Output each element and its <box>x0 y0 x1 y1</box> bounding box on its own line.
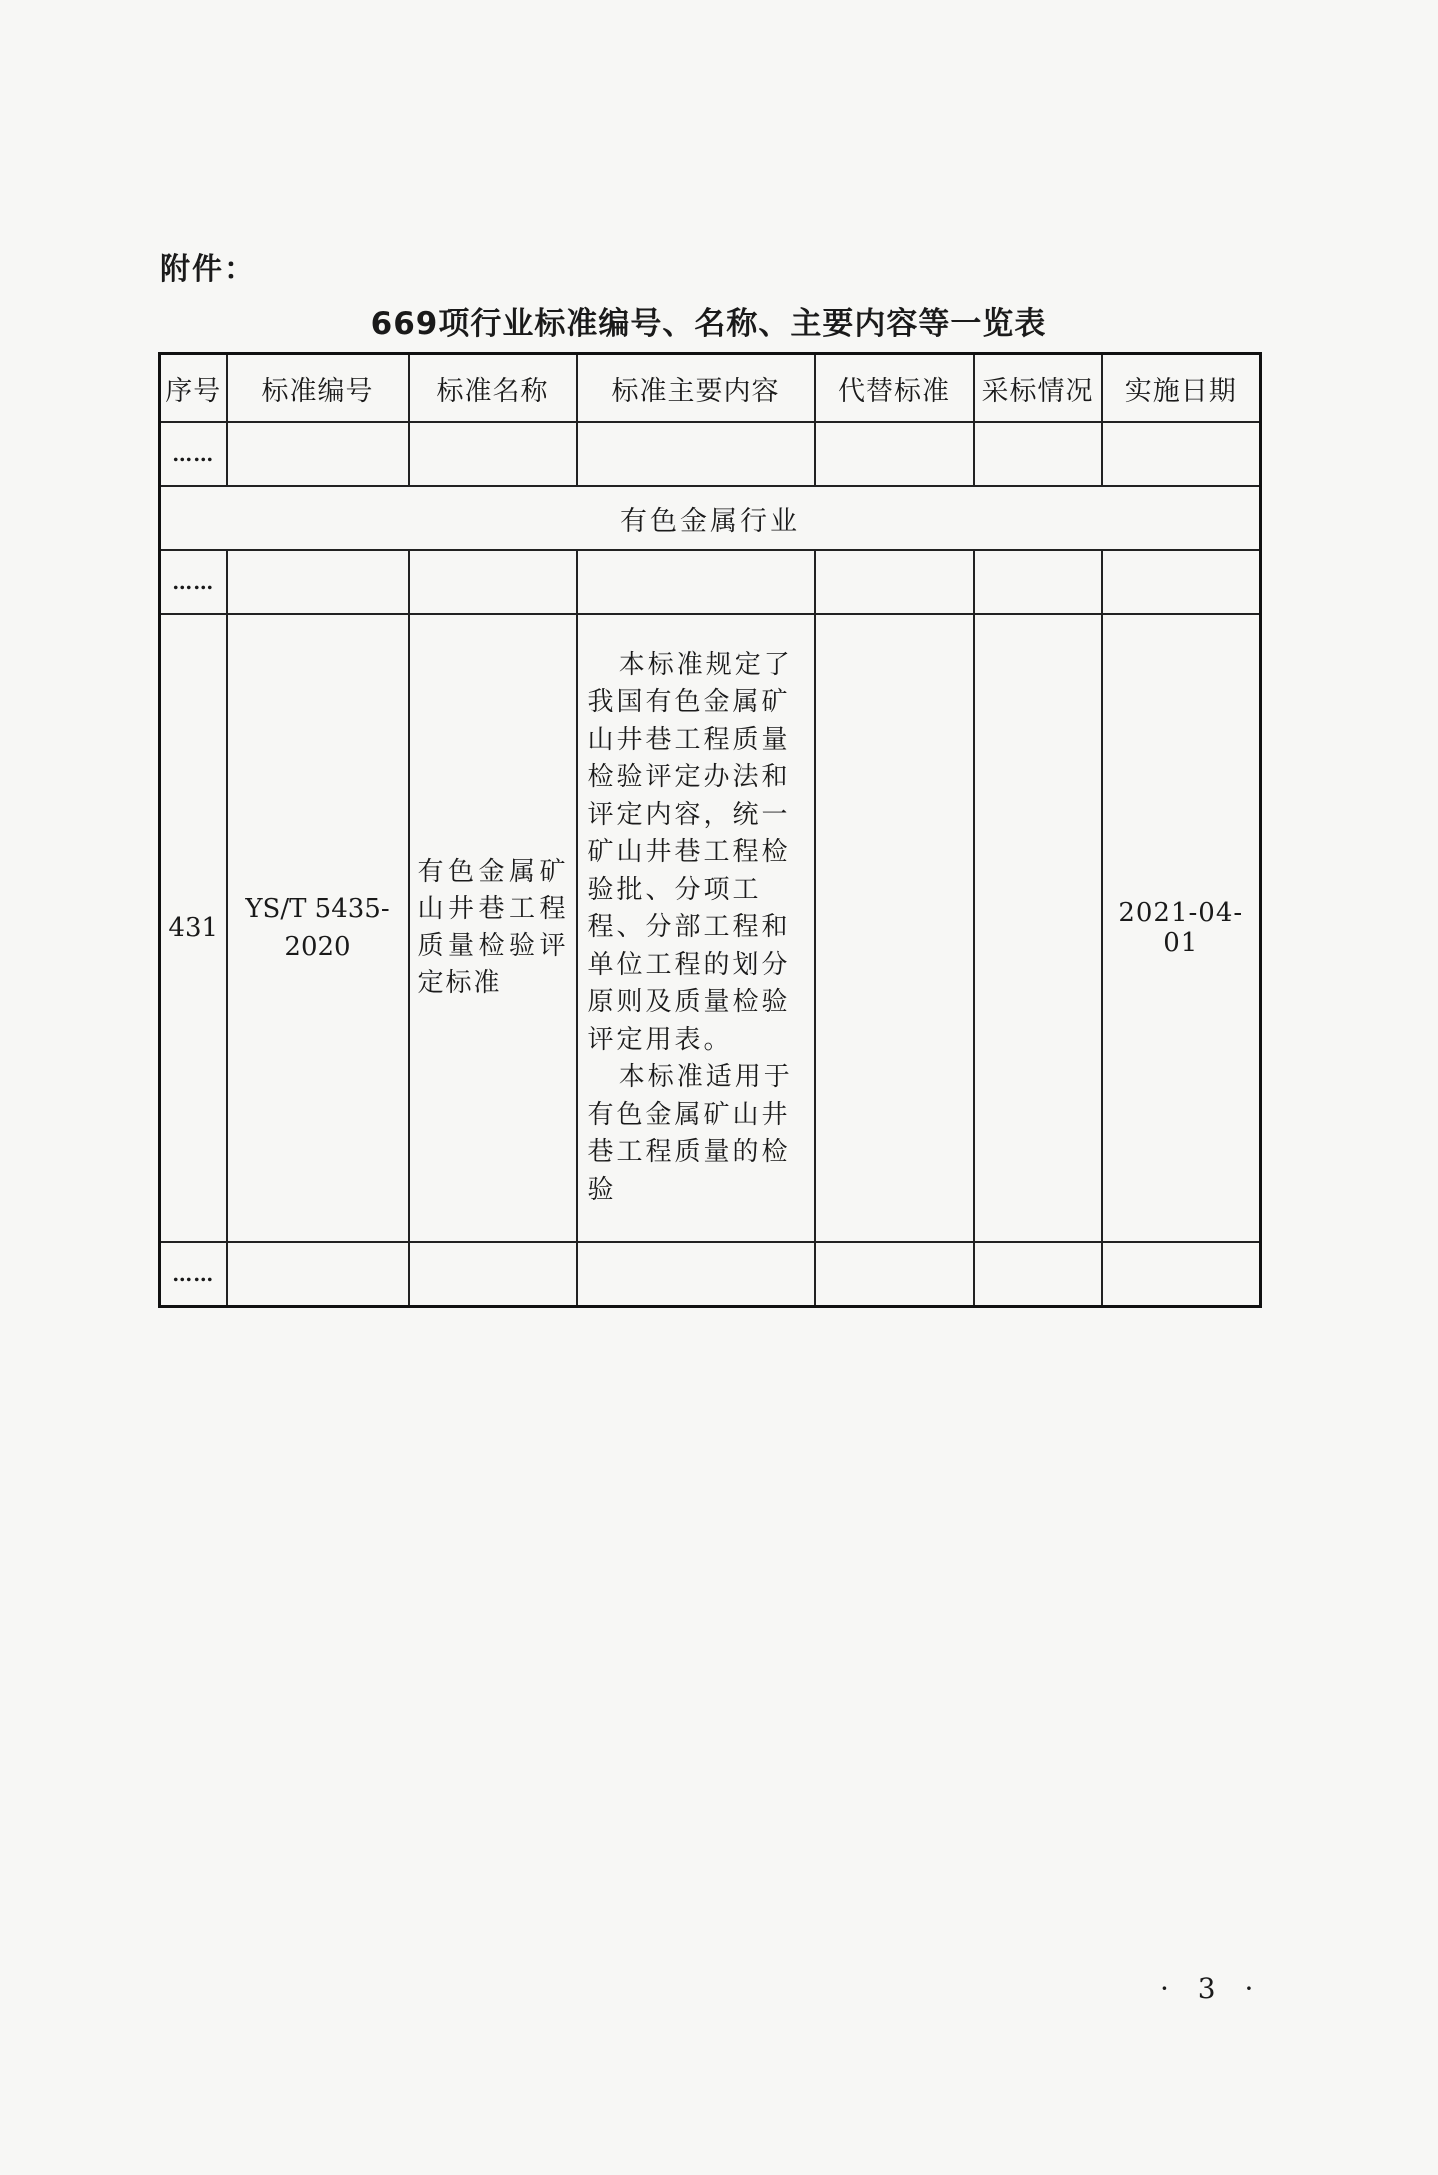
empty-cell <box>974 422 1102 486</box>
ellipsis-text: …… <box>172 442 215 466</box>
row-content <box>577 614 815 1242</box>
standards-table <box>158 352 1262 1308</box>
row-seq: 431 <box>160 614 227 1242</box>
ellipsis-cell <box>160 1242 227 1307</box>
table-header-row <box>160 354 1261 423</box>
ellipsis-text: …… <box>172 1262 215 1286</box>
empty-cell <box>409 550 577 614</box>
table-row-ellipsis-top <box>160 422 1261 486</box>
ellipsis-cell <box>160 422 227 486</box>
row-date: 2021-04-01 <box>1102 614 1261 1242</box>
empty-cell <box>1102 1242 1261 1307</box>
page-number: · 3 · <box>1160 1972 1264 2005</box>
header-adoption: 采标情况 <box>974 354 1102 423</box>
header-seq: 序号 <box>160 354 227 423</box>
empty-cell <box>409 1242 577 1307</box>
empty-cell <box>815 1242 974 1307</box>
header-date: 实施日期 <box>1102 354 1261 423</box>
table-row <box>160 614 1261 1242</box>
row-replaced <box>815 614 974 1242</box>
table-row-ellipsis-mid <box>160 550 1261 614</box>
header-name: 标准名称 <box>409 354 577 423</box>
table-row-ellipsis-bottom <box>160 1242 1261 1307</box>
empty-cell <box>577 1242 815 1307</box>
content-paragraph-2: 本标准适用于有色金属矿山井巷工程质量的检验 <box>587 1062 793 1205</box>
empty-cell <box>227 550 409 614</box>
row-name: 有色金属矿山井巷工程质量检验评定标准 <box>409 614 577 1242</box>
header-code: 标准编号 <box>227 354 409 423</box>
empty-cell <box>1102 422 1261 486</box>
empty-cell <box>227 1242 409 1307</box>
empty-cell <box>409 422 577 486</box>
header-replaced: 代替标准 <box>815 354 974 423</box>
empty-cell <box>974 1242 1102 1307</box>
empty-cell <box>1102 550 1261 614</box>
empty-cell <box>974 550 1102 614</box>
empty-cell <box>815 550 974 614</box>
table-section-row <box>160 486 1261 550</box>
ellipsis-text: …… <box>172 570 215 594</box>
row-adoption <box>974 614 1102 1242</box>
row-code: YS/T 5435-2020 <box>227 614 409 1242</box>
content-paragraph-1: 本标准规定了我国有色金属矿山井巷工程质量检验评定办法和评定内容，统一矿山井巷工程检验批、分项工程、分部工程和单位工程的划分原则及质量检验评定用表。 <box>587 649 793 1055</box>
empty-cell <box>577 550 815 614</box>
document-title: 669项行业标准编号、名称、主要内容等一览表 <box>370 306 1047 342</box>
header-content: 标准主要内容 <box>577 354 815 423</box>
ellipsis-cell <box>160 550 227 614</box>
section-title: 有色金属行业 <box>160 486 1261 550</box>
empty-cell <box>815 422 974 486</box>
empty-cell <box>577 422 815 486</box>
attachment-label: 附件： <box>160 252 256 287</box>
empty-cell <box>227 422 409 486</box>
